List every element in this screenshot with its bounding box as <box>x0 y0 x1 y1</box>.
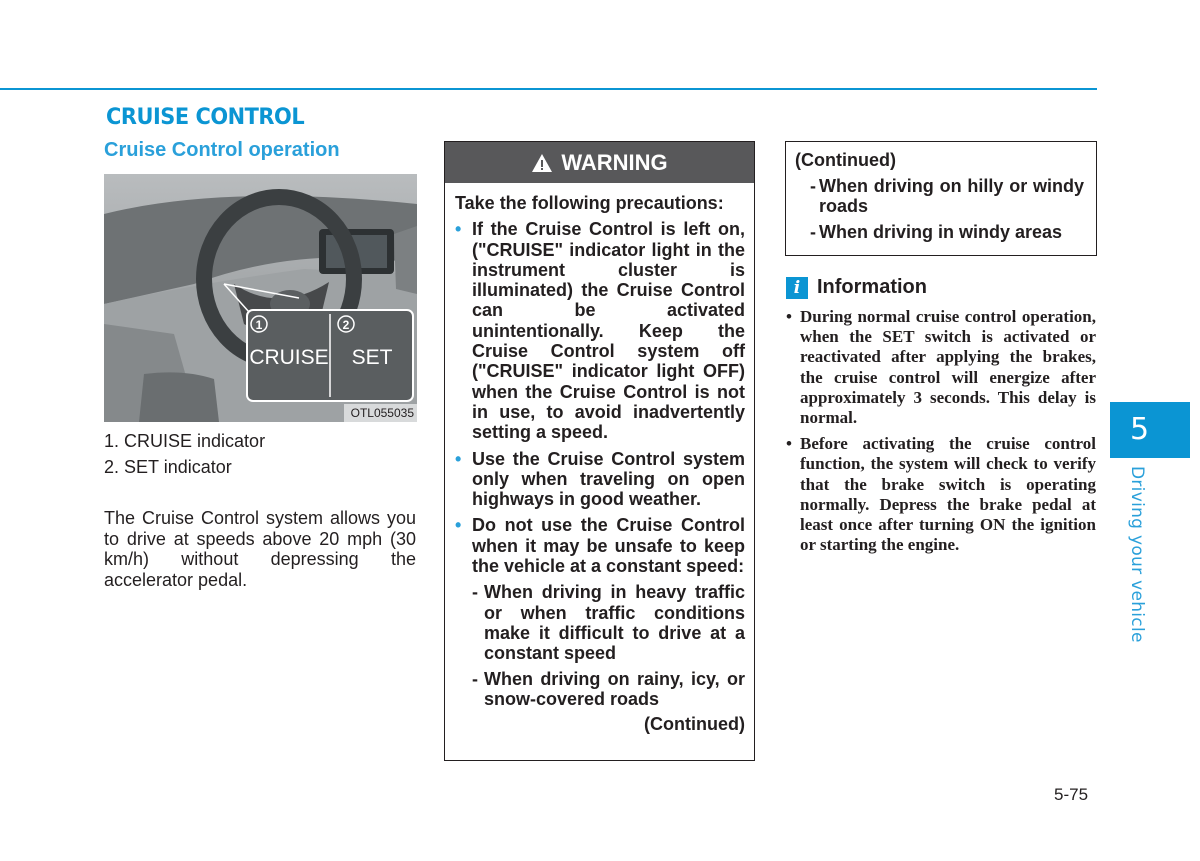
information-bullet: • During normal cruise control operation, when the SET switch is activated or reactivated after applying the brakes, the cruise control will energize after approximately 3 seconds. This delay is normal. <box>786 307 1096 428</box>
body-paragraph: The Cruise Control system allows you to drive at speeds above 20 mph (30 km/h) without depressing the accelerator pedal. <box>104 508 416 590</box>
information-bullet: • Before activating the cruise control function, the system will check to verify that the brake switch is operating normally. Depress the brake pedal at least once after turning ON the ignition or starting the engine. <box>786 434 1096 555</box>
sub-title: Cruise Control operation <box>104 139 340 161</box>
legend-item-2: 2. SET indicator <box>104 457 232 477</box>
callout-number-1: 1 <box>255 318 263 332</box>
header-rule <box>0 88 1097 90</box>
continued-heading: (Continued) <box>795 150 896 170</box>
callout-set-label: SET <box>351 346 393 369</box>
continued-item: - When driving on hilly or windy roads <box>810 175 1084 216</box>
information-header <box>786 276 927 299</box>
warning-title: WARNING <box>561 149 668 175</box>
warning-intro: Take the following precautions: <box>455 193 724 213</box>
chapter-tab: 5 <box>1110 402 1190 458</box>
warning-continued: (Continued) <box>644 714 745 735</box>
warning-bullet: • If the Cruise Control is left on, ("CRUISE" indicator light in the instrument cluster is illuminated) the Cruise Control can be activated unintentionally. Keep the Cruise Control system off ("CRUISE" indicator light OFF) when the Cruise Control is not in use, to avoid inadvertently setting a speed. <box>455 219 745 443</box>
information-title: Information <box>817 276 927 298</box>
warning-bullet: • Use the Cruise Control system only when traveling on open highways in good weather. <box>455 448 745 510</box>
warning-sub-item: - When driving in heavy traffic or when traffic conditions make it difficult to drive at a constant speed <box>472 582 745 664</box>
warning-sub-item: - When driving on rainy, icy, or snow-covered roads <box>472 668 745 709</box>
warning-box <box>444 141 755 761</box>
figure-code: OTL055035 <box>350 406 414 420</box>
section-title: CRUISE CONTROL <box>106 105 305 130</box>
dashboard-photo <box>104 174 417 422</box>
info-icon: i <box>786 277 808 299</box>
chapter-label: Driving your vehicle <box>1127 466 1147 643</box>
information-list <box>786 307 1096 561</box>
continued-box <box>785 141 1097 256</box>
page-number: 5-75 <box>1054 785 1089 804</box>
legend-item-1: 1. CRUISE indicator <box>104 431 266 451</box>
continued-item: - When driving in windy areas <box>810 221 1063 242</box>
callout-number-2: 2 <box>342 318 350 332</box>
warning-bullet: • Do not use the Cruise Control when it may be unsafe to keep the vehicle at a constant speed: <box>455 515 745 577</box>
callout-cruise-label: CRUISE <box>249 346 329 369</box>
warning-header <box>445 142 754 183</box>
warning-triangle-icon <box>531 153 553 173</box>
